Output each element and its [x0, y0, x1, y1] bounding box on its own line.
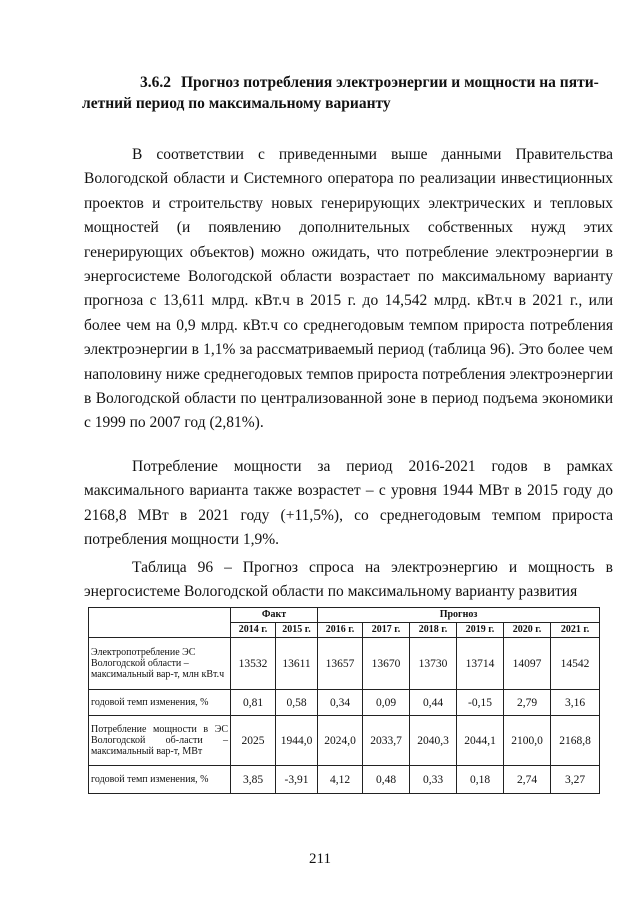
cell-value: 2044,1: [457, 716, 504, 766]
header-year: 2021 г.: [551, 623, 600, 638]
table-caption: Таблица 96 – Прогноз спроса на электроэнергию и мощность в энергосистеме Вологодской области по максимальному варианту развития: [84, 559, 613, 601]
cell-value: 1944,0: [276, 716, 318, 766]
cell-value: 0,18: [457, 766, 504, 794]
cell-value: 2024,0: [318, 716, 363, 766]
cell-value: 13730: [410, 638, 457, 690]
cell-value: 2025: [231, 716, 276, 766]
page-number: 211: [309, 851, 331, 867]
table-row: [89, 638, 600, 690]
cell-value: 13611: [276, 638, 318, 690]
cell-value: 2040,3: [410, 716, 457, 766]
cell-value: 0,81: [231, 690, 276, 716]
header-year: 2018 г.: [410, 623, 457, 638]
row-label: годовой темп изменения, %: [89, 766, 231, 794]
cell-value: -3,91: [276, 766, 318, 794]
table-header-empty: [89, 608, 231, 638]
cell-value: 0,09: [363, 690, 410, 716]
forecast-table: [88, 607, 600, 794]
cell-value: 3,85: [231, 766, 276, 794]
paragraph-forecast-energy: В соответствии с приведенными выше данными Правительства Вологодской области и Системного оператора по реализации инвестиционных проектов и строительству новых генерирующих электрических и тепловых мощностей (и появлению дополнительных собственных нужд этих генерирующих объектов) можно ожидать, что потребление электроэнергии в энергосистеме Вологодской области возрастает по максимальному варианту прогноза с 13,611 млрд. кВт.ч в 2015 г. до 14,542 млрд. кВт.ч в 2021 г., или более чем на 0,9 млрд. кВт.ч со среднегодовым темпом прироста потребления электроэнергии в 1,1% за рассматриваемый период (таблица 96). Это более чем наполовину ниже среднегодовых темпов прироста потребления электроэнергии в Вологодской области по централизованной зоне в период подъема экономики с 1999 по 2007 год (2,81%).: [84, 146, 613, 432]
header-forecast: Прогноз: [318, 608, 600, 623]
section-title: Прогноз потребления электроэнергии и мощности на пяти-летний период по максимальному варианту: [82, 74, 599, 112]
table-row: [89, 716, 600, 766]
cell-value: 13657: [318, 638, 363, 690]
cell-value: 2033,7: [363, 716, 410, 766]
row-label: Электропотребление ЭС Вологодской области – максимальный вар-т, млн кВт.ч: [89, 638, 231, 690]
cell-value: 13670: [363, 638, 410, 690]
cell-value: 3,16: [551, 690, 600, 716]
cell-value: 4,12: [318, 766, 363, 794]
header-year: 2017 г.: [363, 623, 410, 638]
row-label: Потребление мощности в ЭС Вологодской об-ласти – максимальный вар-т, МВт: [89, 716, 231, 766]
cell-value: 13714: [457, 638, 504, 690]
cell-value: 2168,8: [551, 716, 600, 766]
cell-value: 2,74: [504, 766, 551, 794]
cell-value: 2100,0: [504, 716, 551, 766]
cell-value: 3,27: [551, 766, 600, 794]
cell-value: 14097: [504, 638, 551, 690]
header-fact: Факт: [231, 608, 318, 623]
header-year: 2015 г.: [276, 623, 318, 638]
cell-value: 0,34: [318, 690, 363, 716]
table-row: [89, 690, 600, 716]
cell-value: 0,44: [410, 690, 457, 716]
cell-value: 0,58: [276, 690, 318, 716]
header-year: 2016 г.: [318, 623, 363, 638]
cell-value: -0,15: [457, 690, 504, 716]
cell-value: 14542: [551, 638, 600, 690]
section-number: 3.6.2: [140, 74, 171, 91]
cell-value: 0,33: [410, 766, 457, 794]
cell-value: 13532: [231, 638, 276, 690]
cell-value: 2,79: [504, 690, 551, 716]
header-year: 2014 г.: [231, 623, 276, 638]
cell-value: 0,48: [363, 766, 410, 794]
header-year: 2019 г.: [457, 623, 504, 638]
row-label: годовой темп изменения, %: [89, 690, 231, 716]
table-row: [89, 766, 600, 794]
table-header-group-row: [89, 608, 600, 623]
paragraph-forecast-power: Потребление мощности за период 2016-2021 годов в рамках максимального варианта также возрастет – с уровня 1944 МВт в 2015 году до 2168,8 МВт в 2021 году (+11,5%), со среднегодовым темпом прироста потребления мощности 1,9%.: [84, 458, 613, 549]
header-year: 2020 г.: [504, 623, 551, 638]
section-heading: [82, 72, 612, 114]
